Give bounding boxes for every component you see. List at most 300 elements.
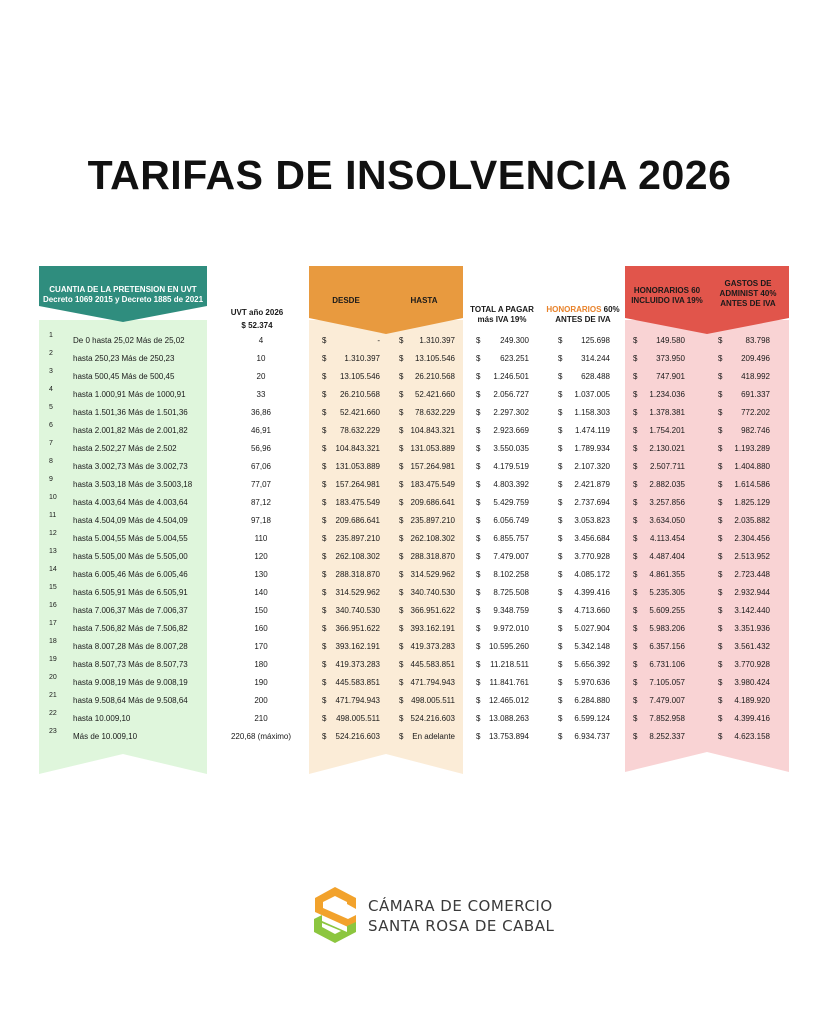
cell-honor: 1.037.005 [574, 390, 610, 399]
cell-honor-iva: 7.479.007 [649, 696, 685, 705]
cell-honor-iva: 4.113.454 [650, 534, 685, 543]
cell-uvt: 56,96 [250, 444, 272, 453]
currency-symbol: $ [718, 462, 723, 471]
cell-gastos: 2.035.882 [734, 516, 770, 525]
cell-cuantia: hasta 1.501,36 Más de 1.501,36 [73, 408, 188, 417]
currency-symbol: $ [322, 498, 327, 507]
cell-honor-iva: 5.983.206 [649, 624, 685, 633]
currency-symbol: $ [476, 606, 481, 615]
currency-symbol: $ [322, 426, 327, 435]
currency-symbol: $ [718, 480, 723, 489]
currency-symbol: $ [633, 696, 638, 705]
cell-honor-iva: 1.378.381 [649, 408, 685, 417]
currency-symbol: $ [399, 588, 404, 597]
currency-symbol: $ [633, 444, 638, 453]
cell-uvt: 120 [254, 552, 268, 561]
cell-honor: 6.284.880 [574, 696, 610, 705]
currency-symbol: $ [399, 732, 404, 741]
cell-gastos: 3.351.936 [734, 624, 770, 633]
header-honorarios-iva-line2: INCLUIDO IVA 19% [631, 296, 703, 305]
currency-symbol: $ [476, 570, 481, 579]
cell-desde: 1.310.397 [344, 354, 380, 363]
currency-symbol: $ [633, 372, 638, 381]
currency-symbol: $ [558, 642, 563, 651]
currency-symbol: $ [718, 354, 723, 363]
cell-honor-iva: 7.105.057 [649, 678, 685, 687]
cell-cuantia: hasta 4.504,09 Más de 4.504,09 [73, 516, 188, 525]
currency-symbol: $ [322, 444, 327, 453]
cell-cuantia: Más de 10.009,10 [73, 732, 138, 741]
cell-honor-iva: 4.861.355 [649, 570, 685, 579]
currency-symbol: $ [633, 660, 638, 669]
cell-cuantia: hasta 3.503,18 Más de 3.5003,18 [73, 480, 193, 489]
cell-n: 14 [49, 566, 57, 573]
currency-symbol: $ [322, 372, 327, 381]
currency-symbol: $ [322, 642, 327, 651]
cell-cuantia: hasta 5.004,55 Más de 5.004,55 [73, 534, 188, 543]
currency-symbol: $ [399, 696, 404, 705]
cell-honor-iva: 149.580 [656, 336, 685, 345]
cell-honor-iva: 373.950 [656, 354, 685, 363]
currency-symbol: $ [476, 732, 481, 741]
currency-symbol: $ [399, 660, 404, 669]
currency-symbol: $ [558, 426, 563, 435]
letter-s-hexagon-logo-icon [310, 885, 360, 945]
cell-honor: 6.599.124 [574, 714, 610, 723]
cell-honor: 1.789.934 [574, 444, 610, 453]
currency-symbol: $ [633, 480, 638, 489]
cell-desde: 366.951.622 [335, 624, 380, 633]
cell-uvt: 170 [254, 642, 268, 651]
cell-uvt: 36,86 [250, 408, 272, 417]
cell-n: 1 [49, 332, 53, 339]
cell-honor: 3.770.928 [574, 552, 610, 561]
currency-symbol: $ [322, 552, 327, 561]
cell-total: 10.595.260 [488, 642, 529, 651]
cell-n: 2 [49, 350, 53, 357]
currency-symbol: $ [558, 678, 563, 687]
cell-n: 23 [49, 728, 57, 735]
cell-gastos: 3.770.928 [734, 660, 770, 669]
currency-symbol: $ [633, 354, 638, 363]
cell-desde: 209.686.641 [335, 516, 380, 525]
currency-symbol: $ [633, 642, 638, 651]
currency-symbol: $ [399, 570, 404, 579]
currency-symbol: $ [558, 336, 563, 345]
cell-uvt: 140 [254, 588, 268, 597]
cell-gastos: 2.932.944 [734, 588, 770, 597]
cell-hasta: 13.105.546 [414, 354, 455, 363]
currency-symbol: $ [558, 696, 563, 705]
cell-honor-iva: 4.487.404 [649, 552, 685, 561]
currency-symbol: $ [718, 678, 723, 687]
cell-cuantia: hasta 7.506,82 Más de 7.506,82 [73, 624, 188, 633]
cell-uvt: 110 [254, 534, 268, 543]
currency-symbol: $ [558, 714, 563, 723]
currency-symbol: $ [718, 732, 723, 741]
cell-uvt: 160 [254, 624, 268, 633]
currency-symbol: $ [718, 552, 723, 561]
currency-symbol: $ [558, 480, 563, 489]
currency-symbol: $ [399, 444, 404, 453]
currency-symbol: $ [322, 462, 327, 471]
cell-hasta: 78.632.229 [414, 408, 455, 417]
header-honorarios-pct: 60% [601, 305, 620, 314]
currency-symbol: $ [476, 408, 481, 417]
cell-cuantia: hasta 6.505,91 Más de 6.505,91 [73, 588, 188, 597]
cell-gastos: 2.304.456 [734, 534, 770, 543]
cell-cuantia: hasta 9.008,19 Más de 9.008,19 [73, 678, 188, 687]
currency-symbol: $ [476, 390, 481, 399]
header-honorarios-iva-line1: HONORARIOS 60 [633, 286, 701, 295]
cell-honor: 5.656.392 [574, 660, 610, 669]
cell-gastos: 4.189.920 [734, 696, 770, 705]
cell-honor: 4.085.172 [574, 570, 610, 579]
currency-symbol: $ [476, 426, 481, 435]
currency-symbol: $ [322, 660, 327, 669]
cell-gastos: 982.746 [741, 426, 770, 435]
currency-symbol: $ [476, 714, 481, 723]
cell-honor-iva: 8.252.337 [649, 732, 685, 741]
cell-hasta: 366.951.622 [410, 606, 455, 615]
header-honorarios-word: HONORARIOS [546, 305, 602, 314]
header-gastos [708, 279, 788, 309]
currency-symbol: $ [718, 426, 723, 435]
cell-hasta: 183.475.549 [410, 480, 455, 489]
cell-n: 11 [49, 512, 57, 519]
cell-desde: 288.318.870 [335, 570, 380, 579]
cell-hasta: 157.264.981 [410, 462, 455, 471]
currency-symbol: $ [399, 408, 404, 417]
cell-gastos: 4.623.158 [734, 732, 770, 741]
cell-desde: 131.053.889 [335, 462, 380, 471]
cell-cuantia: hasta 2.001,82 Más de 2.001,82 [73, 426, 188, 435]
cell-uvt: 200 [254, 696, 268, 705]
cell-cuantia: hasta 6.005,46 Más de 6.005,46 [73, 570, 188, 579]
cell-cuantia: hasta 10.009,10 [73, 714, 131, 723]
currency-symbol: $ [399, 606, 404, 615]
cell-n: 15 [49, 584, 57, 591]
currency-symbol: $ [718, 660, 723, 669]
currency-symbol: $ [476, 534, 481, 543]
cell-gastos: 1.404.880 [734, 462, 770, 471]
cell-honor: 3.053.823 [574, 516, 610, 525]
cell-honor-iva: 5.609.255 [649, 606, 685, 615]
currency-symbol: $ [558, 552, 563, 561]
cell-honor: 1.158.303 [574, 408, 610, 417]
currency-symbol: $ [476, 696, 481, 705]
cell-total: 8.102.258 [493, 570, 529, 579]
cell-n: 6 [49, 422, 53, 429]
cell-n: 21 [49, 692, 57, 699]
cell-n: 16 [49, 602, 57, 609]
cell-hasta: 445.583.851 [410, 660, 455, 669]
cell-uvt: 33 [256, 390, 266, 399]
cell-honor: 5.970.636 [574, 678, 610, 687]
cell-hasta: 288.318.870 [410, 552, 455, 561]
cell-desde: 157.264.981 [335, 480, 380, 489]
currency-symbol: $ [476, 588, 481, 597]
cell-cuantia: hasta 3.002,73 Más de 3.002,73 [73, 462, 188, 471]
currency-symbol: $ [633, 714, 638, 723]
currency-symbol: $ [399, 372, 404, 381]
currency-symbol: $ [558, 534, 563, 543]
cell-honor-iva: 1.754.201 [649, 426, 685, 435]
cell-honor: 5.027.904 [574, 624, 610, 633]
cell-uvt: 130 [254, 570, 268, 579]
currency-symbol: $ [476, 372, 481, 381]
cell-hasta: 131.053.889 [410, 444, 455, 453]
currency-symbol: $ [633, 426, 638, 435]
cell-honor-iva: 6.731.106 [649, 660, 685, 669]
cell-cuantia: hasta 9.508,64 Más de 9.508,64 [73, 696, 188, 705]
cell-n: 19 [49, 656, 57, 663]
cell-honor: 1.474.119 [575, 426, 610, 435]
cell-hasta: 393.162.191 [410, 624, 455, 633]
currency-symbol: $ [476, 462, 481, 471]
currency-symbol: $ [718, 642, 723, 651]
currency-symbol: $ [718, 588, 723, 597]
currency-symbol: $ [322, 390, 327, 399]
cell-gastos: 83.798 [745, 336, 770, 345]
header-desde: DESDE [332, 296, 360, 305]
cell-hasta: 498.005.511 [411, 696, 455, 705]
currency-symbol: $ [399, 642, 404, 651]
cell-cuantia: hasta 4.003,64 Más de 4.003,64 [73, 498, 188, 507]
cell-desde: 524.216.603 [335, 732, 380, 741]
cell-cuantia: hasta 2.502,27 Más de 2.502 [73, 444, 177, 453]
currency-symbol: $ [476, 444, 481, 453]
cell-cuantia: hasta 8.507,73 Más de 8.507,73 [73, 660, 188, 669]
cell-hasta: 262.108.302 [410, 534, 455, 543]
currency-symbol: $ [476, 624, 481, 633]
cell-desde: 471.794.943 [335, 696, 380, 705]
currency-symbol: $ [476, 354, 481, 363]
cell-honor-iva: 2.507.711 [650, 462, 685, 471]
cell-hasta: 26.210.568 [414, 372, 455, 381]
currency-symbol: $ [558, 606, 563, 615]
cell-total: 5.429.759 [493, 498, 529, 507]
currency-symbol: $ [322, 534, 327, 543]
cell-n: 13 [49, 548, 57, 555]
cell-n: 10 [49, 494, 57, 501]
cell-cuantia: hasta 250,23 Más de 250,23 [73, 354, 175, 363]
cell-desde: 393.162.191 [335, 642, 380, 651]
cell-total: 9.348.759 [493, 606, 529, 615]
cell-hasta: 104.843.321 [410, 426, 455, 435]
cell-honor-iva: 5.235.305 [649, 588, 685, 597]
header-cuantia-line1: CUANTIA DE LA PRETENSION EN UVT [49, 285, 197, 294]
cell-total: 7.479.007 [493, 552, 529, 561]
cell-honor-iva: 1.234.036 [649, 390, 685, 399]
currency-symbol: $ [718, 606, 723, 615]
cell-gastos: 3.561.432 [734, 642, 770, 651]
cell-desde: 314.529.962 [335, 588, 380, 597]
currency-symbol: $ [633, 534, 638, 543]
currency-symbol: $ [718, 696, 723, 705]
cell-total: 623.251 [500, 354, 529, 363]
currency-symbol: $ [399, 552, 404, 561]
cell-cuantia: hasta 1.000,91 Más de 1000,91 [73, 390, 186, 399]
cell-gastos: 4.399.416 [734, 714, 770, 723]
currency-symbol: $ [633, 390, 638, 399]
currency-symbol: $ [476, 336, 481, 345]
cell-uvt: 20 [256, 372, 266, 381]
cell-total: 6.056.749 [493, 516, 529, 525]
cell-uvt: 150 [254, 606, 268, 615]
cell-total: 4.803.392 [493, 480, 529, 489]
cell-hasta: 524.216.603 [410, 714, 455, 723]
cell-gastos: 209.496 [741, 354, 770, 363]
cell-hasta: 1.310.397 [419, 336, 455, 345]
currency-symbol: $ [322, 570, 327, 579]
currency-symbol: $ [399, 624, 404, 633]
cell-honor: 4.399.416 [574, 588, 610, 597]
cell-cuantia: De 0 hasta 25,02 Más de 25,02 [73, 336, 185, 345]
cell-desde: 183.475.549 [335, 498, 380, 507]
cell-total: 3.550.035 [493, 444, 529, 453]
cell-uvt: 4 [258, 336, 264, 345]
currency-symbol: $ [322, 606, 327, 615]
cell-honor: 4.713.660 [574, 606, 610, 615]
cell-honor: 125.698 [581, 336, 610, 345]
cell-honor: 6.934.737 [574, 732, 610, 741]
cell-total: 11.218.511 [490, 660, 529, 669]
header-uvt [222, 308, 292, 331]
cell-desde: 445.583.851 [335, 678, 380, 687]
cell-cuantia: hasta 500,45 Más de 500,45 [73, 372, 175, 381]
cell-total: 1.246.501 [493, 372, 529, 381]
cell-cuantia: hasta 7.006,37 Más de 7.006,37 [73, 606, 188, 615]
currency-symbol: $ [558, 444, 563, 453]
currency-symbol: $ [558, 408, 563, 417]
cell-honor-iva: 3.257.856 [649, 498, 685, 507]
currency-symbol: $ [558, 354, 563, 363]
cell-n: 22 [49, 710, 57, 717]
cell-n: 20 [49, 674, 57, 681]
currency-symbol: $ [399, 480, 404, 489]
currency-symbol: $ [718, 498, 723, 507]
currency-symbol: $ [718, 390, 723, 399]
cell-gastos: 3.980.424 [734, 678, 770, 687]
cell-total: 4.179.519 [493, 462, 529, 471]
cell-n: 5 [49, 404, 53, 411]
currency-symbol: $ [633, 462, 638, 471]
currency-symbol: $ [558, 390, 563, 399]
cell-total: 2.056.727 [493, 390, 529, 399]
cell-uvt: 220,68 (máximo) [230, 732, 292, 741]
currency-symbol: $ [718, 336, 723, 345]
currency-symbol: $ [558, 462, 563, 471]
cell-cuantia: hasta 5.505,00 Más de 5.505,00 [73, 552, 188, 561]
cell-uvt: 97,18 [250, 516, 272, 525]
cell-cuantia: hasta 8.007,28 Más de 8.007,28 [73, 642, 188, 651]
currency-symbol: $ [633, 606, 638, 615]
cell-desde: 78.632.229 [339, 426, 380, 435]
header-honorarios-line2: ANTES DE IVA [555, 315, 611, 324]
currency-symbol: $ [633, 516, 638, 525]
currency-symbol: $ [399, 462, 404, 471]
header-total-line1: TOTAL A PAGAR [470, 305, 534, 314]
cell-n: 12 [49, 530, 57, 537]
currency-symbol: $ [322, 336, 327, 345]
cell-gastos: 1.614.586 [734, 480, 770, 489]
cell-total: 11.841.761 [489, 678, 529, 687]
header-hasta: HASTA [410, 296, 438, 305]
currency-symbol: $ [476, 480, 481, 489]
cell-desde: 235.897.210 [335, 534, 380, 543]
currency-symbol: $ [399, 336, 404, 345]
header-total [466, 305, 538, 325]
cell-gastos: 418.992 [741, 372, 770, 381]
cell-n: 9 [49, 476, 53, 483]
currency-symbol: $ [476, 678, 481, 687]
currency-symbol: $ [399, 516, 404, 525]
currency-symbol: $ [322, 516, 327, 525]
currency-symbol: $ [633, 678, 638, 687]
cell-honor-iva: 6.357.156 [649, 642, 685, 651]
currency-symbol: $ [476, 660, 481, 669]
cell-gastos: 1.193.289 [734, 444, 770, 453]
cell-uvt: 67,06 [250, 462, 272, 471]
cell-n: 8 [49, 458, 53, 465]
cell-hasta: 314.529.962 [410, 570, 455, 579]
cell-gastos: 3.142.440 [734, 606, 770, 615]
cell-desde: - [377, 336, 380, 345]
cell-desde: 498.005.511 [336, 714, 380, 723]
currency-symbol: $ [558, 624, 563, 633]
cell-n: 18 [49, 638, 57, 645]
currency-symbol: $ [718, 624, 723, 633]
currency-symbol: $ [558, 372, 563, 381]
header-cuantia-line2: Decreto 1069 2015 y Decreto 1885 de 2021 [42, 295, 204, 304]
cell-gastos: 1.825.129 [734, 498, 770, 507]
cell-uvt: 87,12 [250, 498, 272, 507]
cell-hasta: 52.421.660 [414, 390, 455, 399]
cell-total: 13.088.263 [488, 714, 529, 723]
currency-symbol: $ [718, 516, 723, 525]
currency-symbol: $ [558, 570, 563, 579]
currency-symbol: $ [718, 444, 723, 453]
currency-symbol: $ [476, 552, 481, 561]
cell-honor-iva: 3.634.050 [649, 516, 685, 525]
header-honorarios-iva [627, 286, 707, 306]
currency-symbol: $ [633, 570, 638, 579]
cell-hasta: 235.897.210 [410, 516, 455, 525]
currency-symbol: $ [322, 678, 327, 687]
cell-honor-iva: 747.901 [656, 372, 685, 381]
currency-symbol: $ [399, 354, 404, 363]
page-title: TARIFAS DE INSOLVENCIA 2026 [87, 152, 732, 198]
cell-honor-iva: 2.882.035 [649, 480, 685, 489]
currency-symbol: $ [558, 732, 563, 741]
cell-gastos: 691.337 [741, 390, 770, 399]
cell-uvt: 10 [256, 354, 266, 363]
cell-honor: 3.456.684 [574, 534, 610, 543]
cell-gastos: 2.513.952 [734, 552, 770, 561]
cell-desde: 13.105.546 [339, 372, 380, 381]
currency-symbol: $ [399, 390, 404, 399]
currency-symbol: $ [399, 714, 404, 723]
currency-symbol: $ [558, 516, 563, 525]
cell-honor: 2.107.320 [574, 462, 610, 471]
currency-symbol: $ [633, 588, 638, 597]
currency-symbol: $ [718, 570, 723, 579]
header-uvt-line2: $ 52.374 [241, 321, 273, 330]
currency-symbol: $ [633, 498, 638, 507]
currency-symbol: $ [322, 354, 327, 363]
currency-symbol: $ [558, 660, 563, 669]
